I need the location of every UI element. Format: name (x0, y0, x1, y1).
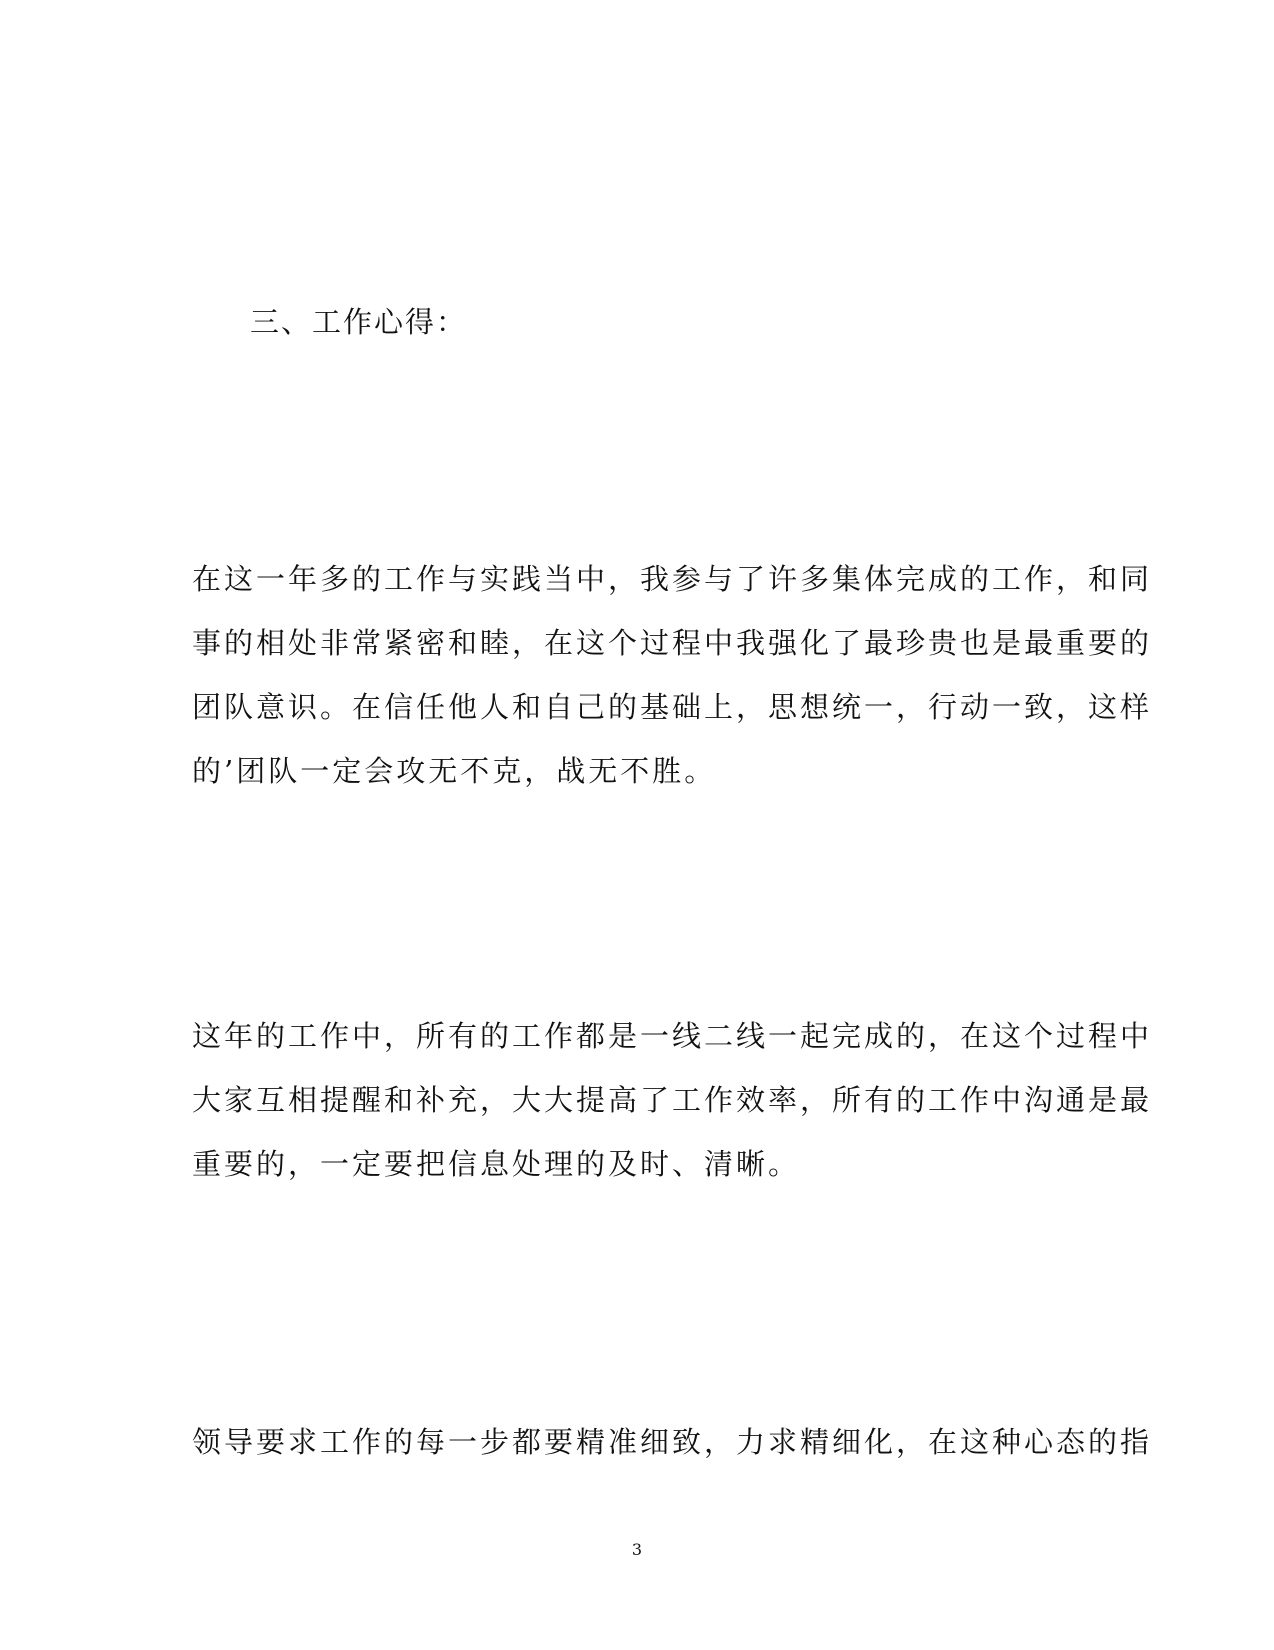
paragraph-line: 领导要求工作的每一步都要精准细致，力求精细化，在这种心态的指 (192, 1425, 1153, 1459)
paragraph-line: 事的相处非常紧密和睦，在这个过程中我强化了最珍贵也是最重要的 (192, 626, 1153, 660)
page-number: 3 (631, 1540, 643, 1559)
paragraph-communication (192, 1004, 1153, 1196)
paragraph-line: 这年的工作中，所有的工作都是一线二线一起完成的，在这个过程中 (192, 1019, 1153, 1053)
paragraph-line: 在这一年多的工作与实践当中，我参与了许多集体完成的工作，和同 (192, 562, 1153, 596)
paragraph-line: 团队意识。在信任他人和自己的基础上，思想统一，行动一致，这样 (192, 690, 1153, 724)
paragraph-line: 的’团队一定会攻无不克，战无不胜。 (192, 754, 717, 788)
paragraph-team-awareness (192, 547, 1153, 803)
paragraph-line: 重要的，一定要把信息处理的及时、清晰。 (192, 1147, 801, 1181)
paragraph-line: 大家互相提醒和补充，大大提高了工作效率，所有的工作中沟通是最 (192, 1083, 1153, 1117)
paragraph-precision (192, 1410, 1153, 1474)
section-heading: 三、工作心得： (250, 305, 468, 339)
